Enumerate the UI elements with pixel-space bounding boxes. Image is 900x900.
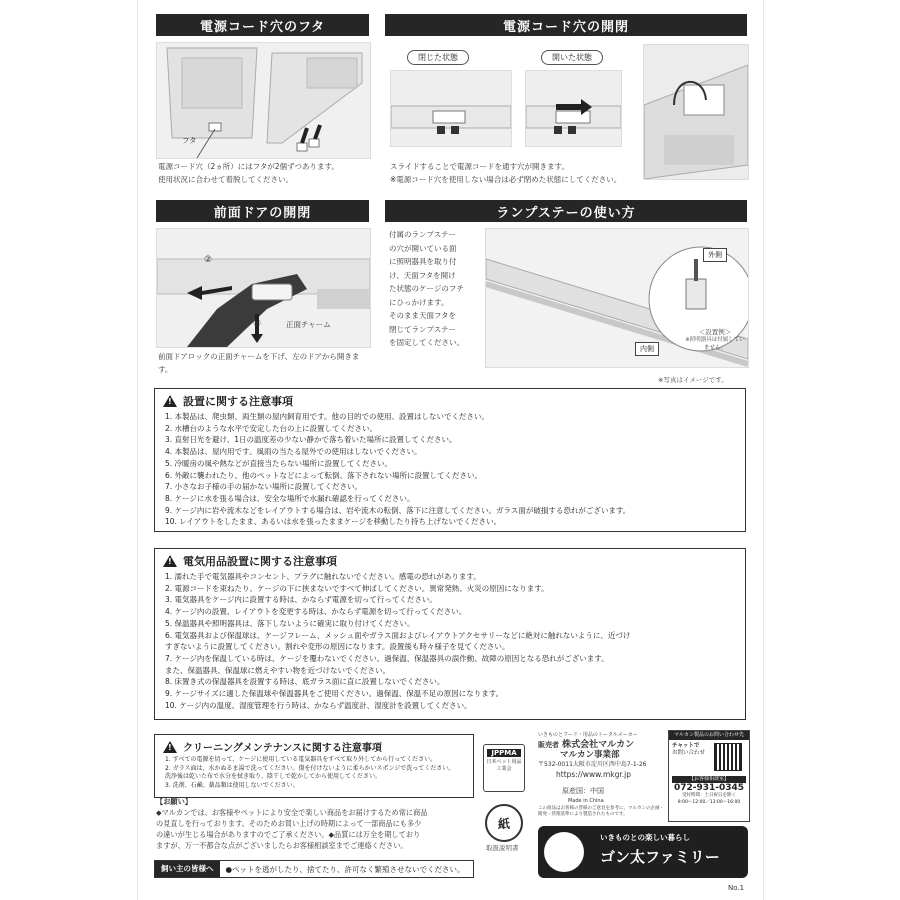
list-item: 3. 直射日光を避け、1日の温度差の少ない静かで落ち着いた場所に設置してください。 — [165, 435, 457, 445]
open-state-photo — [525, 70, 622, 147]
instruction-line: に照明器具を取り付 — [389, 257, 457, 266]
cleaning-notice-heading — [155, 735, 473, 756]
front-door-panel — [156, 200, 369, 374]
electric-notice-list — [155, 571, 745, 715]
manual-page — [137, 0, 764, 900]
instruction-line: た状態のケージのフチ — [389, 284, 464, 293]
list-item: 3. 電気器具をケージ内に設置する時は、かならず電源を切って行ってください。 — [165, 595, 437, 605]
tel-label: 【お客様相談室】 — [672, 776, 746, 783]
company-name: 株式会社マルカン — [562, 740, 635, 750]
instruction-line: を固定してください。 — [389, 338, 464, 347]
list-item: 4. ケージ内の設置、レイアウトを変更する時は、かならず電源を切って行ってください。 — [165, 607, 467, 617]
company-address: 〒532-0011大阪市淀川区西中島7-1-26 — [538, 761, 647, 768]
caption-line: スライドすることで電源コードを通す穴が開きます。 — [390, 162, 569, 171]
electric-notice — [154, 548, 746, 720]
front-door-caption: 前面ドアロックの正面チャームを下げ、左のドアから開きます。 — [158, 352, 360, 374]
front-door-title: 前面ドアの開閉 — [156, 200, 369, 222]
jppma-title: JPPMA — [487, 749, 521, 757]
instruction-line: 付属のランプステー — [389, 230, 457, 239]
owner-notice — [154, 860, 474, 878]
company-url[interactable]: https://www.mkgr.jp — [556, 770, 632, 779]
inside-label: 内側 — [635, 342, 659, 356]
list-item: 2. 電源コードを束ねたり、ケージの下に挟まないですべて伸ばしてください。異常発熱、火災の原因になります。 — [165, 583, 549, 593]
list-item: 9. ケージサイズに適した保温球や保温器具をご使用ください。過保温、保温不足の原因になります。 — [165, 689, 504, 699]
company-tagline: いきものとフード・用品のトータルメーカー — [538, 732, 638, 738]
instruction-line: け、天面フタを開け — [389, 270, 456, 280]
mascot-icon — [544, 832, 584, 872]
list-item: 3. 洗剤、石鹸、薬品類は使用しないでください。 — [165, 781, 299, 789]
brand-name: ゴン太ファミリー — [600, 848, 720, 866]
paper-mark-caption: 取扱説明書 — [486, 844, 519, 852]
step-1-marker: ① — [253, 319, 262, 329]
list-item: 5. 冷暖房の風や熱などが直接当たらない場所に設置してください。 — [165, 458, 393, 468]
list-item: 1. 本製品は、爬虫類、両生類の屋内飼育用です。他の目的での使用、設置はしないでください。 — [165, 412, 489, 421]
chat-label: チャットで — [672, 743, 700, 749]
list-item: 9. ケージ内に岩や流木などをレイアウトする場合は、岩や流木の転倒、落下に注意してください。ガラス面が破損する恐れがございます。 — [165, 505, 631, 515]
install-notice-list — [155, 411, 745, 532]
list-item: 5. 保温器具や照明器具は、落下しないように確実に取り付けてください。 — [165, 618, 415, 628]
owner-notice-text: ●ペットを逃がしたり、捨てたり、許可なく繁殖させないでください。 — [225, 864, 465, 874]
electric-notice-title: 電気用品設置に関する注意事項 — [183, 555, 337, 568]
request-title: 【お願い】 — [156, 797, 192, 806]
list-item: 洗浄後は乾いた布で水分を拭き取り、陰干しで乾かしてから使用してください。 — [165, 773, 382, 781]
owner-notice-label: 飼い主の皆様へ — [155, 861, 220, 877]
install-example — [685, 328, 745, 352]
cord-hole-closeup — [643, 44, 749, 180]
request-line: の見直しを行っております。そのためお買い上げの時期によって一部商品にも多少 — [156, 819, 422, 828]
company-division: マルカン事業部 — [560, 750, 620, 760]
instruction-line: にひっかけます。 — [389, 297, 449, 307]
closed-state-photo — [390, 70, 512, 147]
list-item: 7. 小さなお子様の手の届かない場所に設置してください。 — [165, 482, 363, 492]
list-item: 4. 本製品は、屋内用です。風雨の当たる屋外での使用はしないでください。 — [165, 447, 422, 457]
cord-cover-caption — [158, 160, 371, 186]
step-2-marker: ② — [204, 255, 213, 265]
instruction-line: 閉じてランプステー — [389, 324, 457, 334]
front-door-photo — [156, 228, 371, 348]
page-number: No.1 — [728, 884, 745, 892]
inquiry-title: マルカン製品のお問い合わせ先 — [669, 731, 749, 740]
warning-icon — [163, 741, 177, 753]
futa-label: フタ — [182, 136, 197, 145]
hours: 受付時間：土日祝日を除く — [682, 793, 736, 798]
paper-recycle-icon: 紙 — [485, 804, 523, 842]
chat-sub: お問い合わせ — [672, 750, 706, 756]
install-notice — [154, 388, 746, 532]
jppma-sub: 日本ペット用品工業会 — [486, 759, 522, 772]
warning-icon — [163, 555, 177, 567]
list-item: すぎないように設置してください。割れや変形の原因になります。設置後も時々様子を見てください。 — [165, 642, 510, 652]
install-notice-title: 設置に関する注意事項 — [183, 395, 293, 408]
seller-prefix: 販売者 — [538, 741, 559, 749]
front-charm-label: 正面チャーム — [286, 320, 331, 329]
brand-banner — [538, 826, 748, 878]
instruction-line: の穴が開いている面 — [389, 243, 457, 253]
list-item: 10. ケージ内の温度、湿度管理を行う時は、かならず温度計、湿度計を設置してください。 — [165, 700, 472, 710]
tel-number: 072-931-0345 — [673, 783, 745, 793]
made-in: Made in China — [568, 798, 604, 804]
cord-cover-panel — [156, 14, 369, 190]
example-note: ※照明器具は付属していません。 — [685, 337, 745, 351]
cleaning-notice-list — [155, 756, 473, 794]
company-note: この商品はお客様の皆様のご意見を参考に、マルカンの企画・開発・管理基準により製造されたものです。 — [538, 806, 664, 817]
caption-line: 使用状況に合わせて着脱してください。 — [158, 175, 293, 184]
open-state-label: 開いた状態 — [541, 50, 603, 65]
list-item: 6. 外敵に襲われたり、他のペットなどによって転倒、落下されない場所に設置してください。 — [165, 470, 483, 480]
list-item: 7. ケージ内を保温している時は、ケージを覆わないでください。過保温、保温器具の誤作動、故障の原因となる恐れがございます。 — [165, 653, 609, 663]
request-line: ◆マルカンでは、お客様やペットにより安全で楽しい商品をお届けするため常に商品 — [156, 808, 428, 817]
list-item: 1. 濡れた手で電気器具やコンセント、プラグに触れないでください。感電の恐れがあります。 — [165, 572, 481, 581]
caption-line: 電源コード穴（2ヵ所）にはフタが2個ずつあります。 — [158, 162, 339, 171]
cord-open-caption — [390, 160, 655, 186]
example-title: ＜設置例＞ — [698, 328, 732, 336]
photo-note: ※写真はイメージです。 — [658, 376, 728, 384]
closed-state-label: 閉じた状態 — [407, 50, 469, 65]
outside-label: 外側 — [703, 248, 727, 262]
jppma-mark — [483, 744, 525, 792]
install-notice-heading — [155, 389, 745, 411]
electric-notice-heading — [155, 549, 745, 571]
cord-cover-title: 電源コード穴のフタ — [156, 14, 369, 36]
cord-open-title: 電源コード穴の開閉 — [385, 14, 747, 36]
request-line: ますが、万一不都合な点がございましたらお客様相談室までご連絡ください。 — [156, 841, 408, 850]
list-item: 6. 電気器具および保温球は、ケージフレーム、メッシュ面やガラス面およびレイアウトアクセサリーなどに絶対に触れないように、近づけ — [165, 630, 631, 640]
request-section — [156, 796, 476, 851]
lamp-stay-instructions — [389, 228, 484, 350]
cleaning-notice-title: クリーニングメンテナンスに関する注意事項 — [183, 743, 382, 754]
cleaning-notice — [154, 734, 474, 798]
request-line: の違いが生じる場合がありますのでご了承ください。◆品質には万全を期しており — [156, 830, 421, 839]
list-item: 10. レイアウトをしたまま、あるいは水を張ったままケージを移動したり持ち上げないでください。 — [165, 517, 502, 527]
list-item: また、保温器具、保温球に燃えやすい物を近づけないでください。 — [165, 665, 390, 675]
list-item: 8. 床置き式の保温器具を設置する時は、底ガラス面に直に設置しないでください。 — [165, 677, 445, 687]
lamp-stay-title: ランプステーの使い方 — [385, 200, 747, 222]
cord-open-panel — [385, 14, 747, 190]
hours-2: 9:00～12:00／13:00～16:00 — [677, 800, 741, 805]
company-info — [538, 730, 668, 818]
origin: 原産国：中国 — [562, 787, 604, 795]
list-item: 2. ガラス面は、水かぬるま湯で洗ってください。傷を付けないように柔らかいスポンジで洗ってください。 — [165, 764, 455, 772]
qr-code-icon[interactable] — [714, 743, 742, 771]
inquiry-box — [668, 730, 750, 822]
warning-icon — [163, 395, 177, 407]
lamp-stay-panel — [385, 200, 747, 370]
brand-sub: いきものとの楽しい暮らし — [600, 833, 690, 842]
list-item: 1. すべての電源を切って、ケージに使用している電気器具をすべて取り外してから行ってください。 — [165, 756, 437, 763]
list-item: 8. ケージに水を張る場合は、安全な場所で水漏れ確認を行ってください。 — [165, 493, 415, 503]
instruction-line: そのまま天面フタを — [389, 311, 456, 320]
list-item: 2. 水槽台のような水平で安定した台の上に設置してください。 — [165, 423, 378, 433]
caption-line: ※電源コード穴を使用しない場合は必ず閉めた状態にしてください。 — [390, 175, 622, 184]
